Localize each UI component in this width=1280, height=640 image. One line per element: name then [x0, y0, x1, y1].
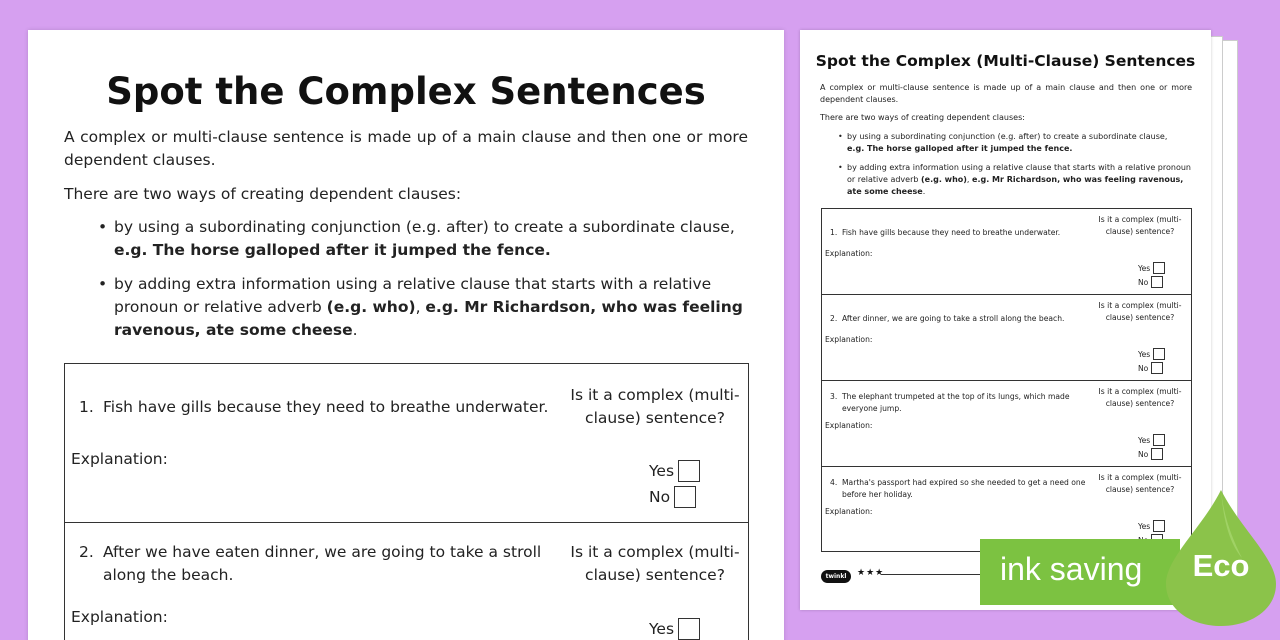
explanation-label: Explanation:: [71, 450, 168, 468]
bullet-1: • by using a subordinating conjunction (e.g. after) to create a subordinate clause, e.g. The horse galloped after it jumped the fence.: [98, 218, 735, 259]
no-option: No: [649, 486, 696, 508]
no-checkbox[interactable]: [1151, 362, 1163, 374]
yes-checkbox[interactable]: [678, 460, 700, 482]
preview-question-row: [822, 381, 1191, 467]
question-prompt: Is it a complex (multi-clause) sentence?: [570, 543, 740, 584]
question-prompt: Is it a complex (multi-clause) sentence?: [570, 386, 740, 427]
preview-no-option: No: [1138, 448, 1163, 460]
preview-intro: A complex or multi-clause sentence is made up of a main clause and then one or more dependent clauses.: [820, 83, 1192, 104]
question-text: 1. Fish have gills because they need to breathe underwater.: [79, 398, 549, 416]
bullet-dot-icon: •: [98, 218, 108, 236]
bullet-dot-icon: •: [838, 163, 843, 172]
no-checkbox[interactable]: [674, 486, 696, 508]
no-checkbox[interactable]: [1151, 276, 1163, 288]
eco-label: Eco: [1192, 548, 1250, 583]
preview-ways: There are two ways of creating dependent clauses:: [820, 113, 1025, 122]
bullet-dot-icon: •: [98, 275, 108, 293]
preview-page: [800, 30, 1211, 610]
worksheet-title: Spot the Complex Sentences: [106, 70, 706, 113]
preview-question-prompt: Is it a complex (multi-clause) sentence?: [1098, 387, 1182, 408]
preview-bullet-2: • by adding extra information using a relative clause that starts with a relative pronoun or relative adverb (e.g. who), e.g. Mr Richardson, who was feeling ravenous, ate some cheese.: [838, 163, 1191, 196]
eco-leaf-badge: [1162, 488, 1280, 628]
preview-explanation-label: Explanation:: [825, 421, 873, 430]
preview-question-prompt: Is it a complex (multi-clause) sentence?: [1098, 215, 1182, 236]
intro-text: A complex or multi-clause sentence is made up of a main clause and then one or more dependent clauses.: [64, 128, 748, 169]
preview-explanation-label: Explanation:: [825, 335, 873, 344]
yes-checkbox[interactable]: [1153, 348, 1165, 360]
yes-checkbox[interactable]: [1153, 262, 1165, 274]
bullet-dot-icon: •: [838, 132, 843, 141]
preview-title: Spot the Complex (Multi-Clause) Sentences: [815, 52, 1196, 70]
yes-checkbox[interactable]: [678, 618, 700, 640]
explanation-label: Explanation:: [71, 608, 168, 626]
question-text: 2. After we have eaten dinner, we are going to take a stroll along the beach.: [79, 543, 542, 584]
yes-checkbox[interactable]: [1153, 434, 1165, 446]
preview-question-text: 1. Fish have gills because they need to breathe underwater.: [830, 228, 1061, 237]
preview-question-row: [822, 295, 1191, 381]
preview-question-table: [821, 208, 1192, 552]
yes-option: Yes: [649, 460, 700, 482]
worksheet-page: [28, 30, 784, 640]
preview-bullet-1: • by using a subordinating conjunction (e.g. after) to create a subordinate clause, e.g. The horse galloped after it jumped the fence.: [838, 132, 1168, 153]
ink-saving-label: ink saving: [1000, 551, 1143, 587]
question-row: [65, 364, 748, 523]
ink-saving-badge: [980, 539, 1180, 605]
star-rating: ★★★: [857, 568, 885, 578]
preview-no-option: No: [1138, 276, 1163, 288]
question-row: [65, 523, 748, 640]
preview-question-prompt: Is it a complex (multi-clause) sentence?: [1098, 473, 1182, 494]
yes-option: Yes: [649, 618, 700, 640]
preview-question-prompt: Is it a complex (multi-clause) sentence?: [1098, 301, 1182, 322]
preview-question-row: [822, 209, 1191, 295]
preview-question-text: 4. Martha's passport had expired so she needed to get a need one before her holiday.: [830, 478, 1086, 499]
preview-explanation-label: Explanation:: [825, 249, 873, 258]
preview-yes-option: Yes: [1138, 348, 1165, 360]
preview-question-text: 3. The elephant trumpeted at the top of its lungs, which made everyone jump.: [830, 392, 1070, 413]
no-checkbox[interactable]: [1151, 448, 1163, 460]
preview-yes-option: Yes: [1138, 434, 1165, 446]
ways-text: There are two ways of creating dependent clauses:: [64, 185, 462, 203]
preview-yes-option: Yes: [1138, 520, 1165, 532]
question-table: [64, 363, 749, 640]
preview-yes-option: Yes: [1138, 262, 1165, 274]
bullet-2: • by adding extra information using a relative clause that starts with a relative pronoun or relative adverb (e.g. who), e.g. Mr Richardson, who was feeling ravenous, ate some cheese.: [98, 275, 743, 339]
twinkl-logo-icon: twinkl: [821, 570, 851, 583]
preview-question-text: 2. After dinner, we are going to take a stroll along the beach.: [830, 314, 1065, 323]
preview-explanation-label: Explanation:: [825, 507, 873, 516]
preview-no-option: No: [1138, 362, 1163, 374]
